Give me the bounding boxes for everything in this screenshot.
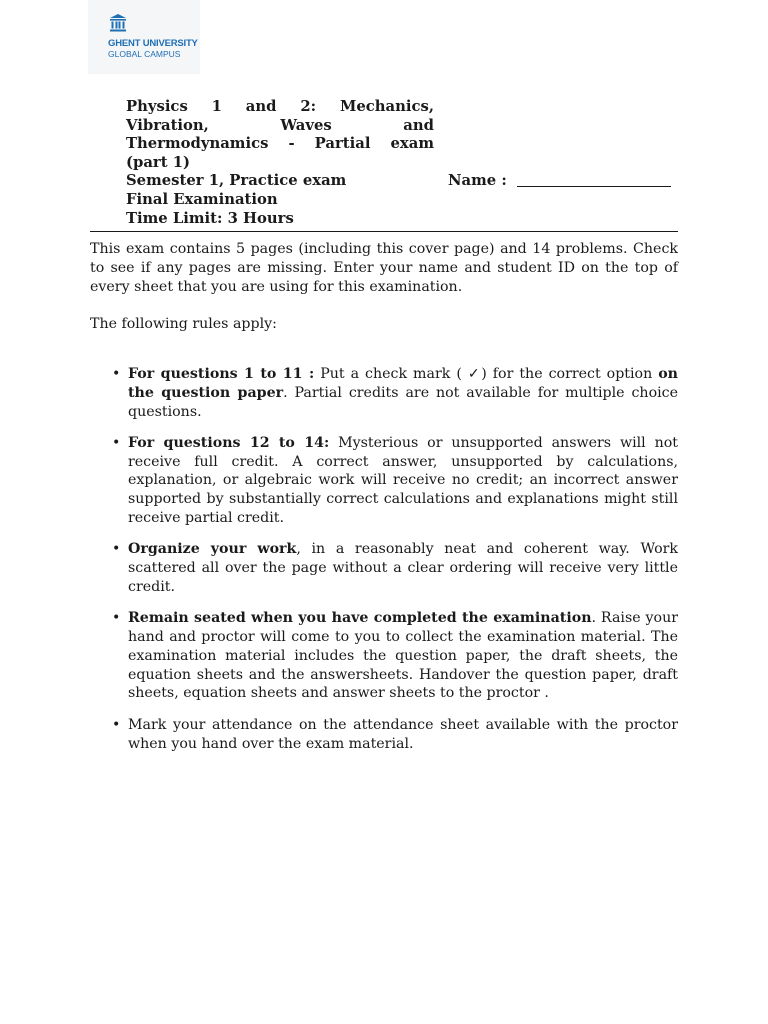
rule-bold-lead: Remain seated when you have completed the examination: [128, 610, 592, 627]
logo-university-name: GHENT UNIVERSITY: [108, 38, 198, 49]
rule-item: [110, 434, 678, 528]
bullet-icon: •: [112, 716, 121, 733]
rule-text-tail: . Partial credits are not available for multiple choice questions.: [128, 384, 678, 420]
logo-campus-name: GLOBAL CAMPUS: [108, 49, 181, 59]
name-label: Name :: [448, 172, 507, 190]
bullet-icon: •: [112, 541, 121, 558]
rules-list: [110, 365, 678, 766]
university-building-icon: [110, 14, 126, 32]
rule-item: [110, 609, 678, 703]
university-logo: [88, 0, 200, 74]
bullet-icon: •: [112, 434, 121, 451]
name-field-line[interactable]: [517, 173, 671, 187]
rule-bold-lead: For questions 12 to 14:: [128, 434, 330, 451]
rule-text: Mark your attendance on the attendance sheet available with the proctor when you hand over the exam material.: [128, 716, 678, 752]
course-title: Physics 1 and 2: Mechanics, Vibration, Waves and Thermodynamics - Partial exam (part 1): [126, 98, 434, 171]
semester-name-row: [126, 172, 686, 191]
rule-item: [110, 540, 678, 596]
rule-text: , in a reasonably neat and coherent way. Work scattered all over the page without a clear ordering will receive very little credit.: [128, 541, 678, 595]
bullet-icon: •: [112, 610, 121, 627]
semester-label: Semester 1, Practice exam: [126, 172, 347, 190]
rule-text: Mysterious or unsupported answers will not receive full credit. A correct answer, unsupported by calculations, explanation, or algebraic work will receive no credit; an incorrect answer supported by substantially correct calculations and explanations might still receive partial credit.: [128, 434, 678, 527]
bullet-icon: •: [112, 366, 121, 382]
header-divider: [90, 231, 678, 232]
time-limit: Time Limit: 3 Hours: [126, 209, 294, 227]
rule-item: [110, 716, 678, 754]
rules-intro: The following rules apply:: [90, 316, 277, 332]
exam-type: Final Examination: [126, 190, 278, 208]
rule-text: Put a check mark ( ✓) for the correct option: [314, 366, 659, 382]
rule-bold-emphasis: on the question paper: [128, 366, 678, 401]
rule-text: . Raise your hand and proctor will come to you to collect the examination material. The examination material includes the question paper, the draft sheets, the equation sheets and the answersheets. Handover the question paper, draft sheets, equation sheets and answer sheets to the proctor .: [128, 610, 678, 702]
rule-item: [110, 365, 678, 421]
rule-bold-lead: Organize your work: [128, 541, 297, 558]
rule-bold-lead: For questions 1 to 11 :: [128, 366, 315, 382]
intro-paragraph: This exam contains 5 pages (including this cover page) and 14 problems. Check to see if any pages are missing. Enter your name and student ID on the top of every sheet that you are using for this examination.: [90, 241, 678, 295]
exam-header: [126, 98, 686, 228]
